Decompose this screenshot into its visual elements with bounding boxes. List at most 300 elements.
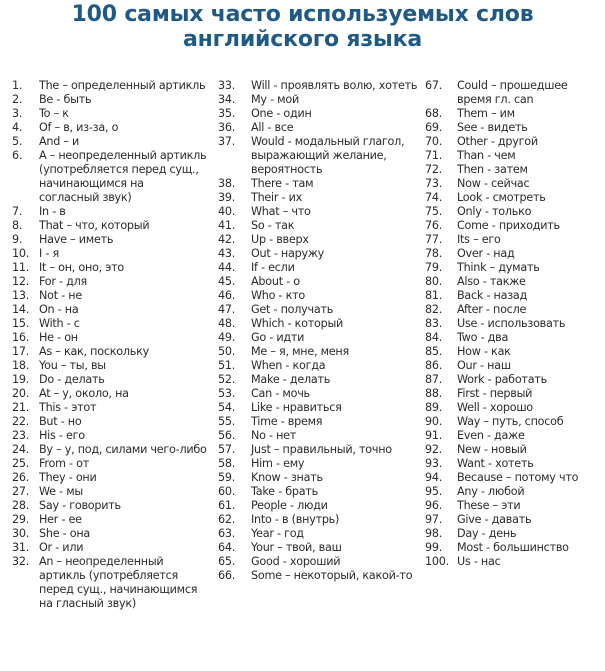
item-number: 61. [218,499,236,512]
item-number: 32. [12,555,30,568]
item-number: 49. [218,331,236,344]
word-list-item [425,79,605,107]
item-number: 66. [218,569,236,582]
item-number: 67. [425,79,443,92]
item-word-translation: Back - назад [457,289,528,302]
item-number: 77. [425,233,443,246]
item-word-translation: Most - большинство [457,541,569,554]
item-word-translation: Out - наружу [251,247,325,260]
word-list-item [218,471,418,485]
word-list-item [12,387,207,401]
item-number: 76. [425,219,443,232]
item-word-translation: Two - два [457,331,509,344]
word-list-item [218,247,418,261]
item-number: 79. [425,261,443,274]
item-word-translation: Time - время [251,415,323,428]
item-number: 41. [218,219,236,232]
item-number: 86. [425,359,443,372]
word-list-item [425,541,605,555]
word-list-item [218,135,418,177]
item-number: 23. [12,429,30,442]
item-word-translation: So - так [251,219,295,232]
item-number: 11. [12,261,30,274]
item-number: 57. [218,443,236,456]
item-number: 1. [12,79,23,92]
item-number: 88. [425,387,443,400]
word-list-column-1 [12,79,207,611]
item-word-translation: Which - который [251,317,344,330]
item-word-translation: About - о [251,275,300,288]
item-number: 96. [425,499,443,512]
item-number: 3. [12,107,23,120]
item-number: 39. [218,191,236,204]
item-word-translation: Because – потому что [457,471,579,484]
word-list-item [425,191,605,205]
item-word-translation: Now - сейчас [457,177,530,190]
word-list-item [425,261,605,275]
item-number: 92. [425,443,443,456]
word-list-item [218,317,418,331]
item-word-translation: New - новый [457,443,527,456]
item-word-translation: Make - делать [251,373,331,386]
item-number: 100. [425,555,449,568]
item-number: 97. [425,513,443,526]
item-word-translation: Any - любой [457,485,525,498]
word-list-item [218,555,418,569]
item-number: 69. [425,121,443,134]
item-word-translation: Look - смотреть [457,191,546,204]
item-word-translation: Would - модальный глагол, выражающий желание, вероятность [251,135,405,176]
word-list-item [425,415,605,429]
word-list-item [218,177,418,191]
item-number: 51. [218,359,236,372]
item-number: 54. [218,401,236,414]
item-number: 81. [425,289,443,302]
item-number: 93. [425,457,443,470]
item-number: 33. [218,79,236,92]
item-word-translation: Get - получать [251,303,334,316]
word-list-item [12,331,207,345]
item-number: 43. [218,247,236,260]
item-number: 83. [425,317,443,330]
word-list-item [218,107,418,121]
item-number: 60. [218,485,236,498]
item-word-translation: Up - вверх [251,233,309,246]
item-number: 64. [218,541,236,554]
word-list-item [218,191,418,205]
word-list-item [425,513,605,527]
item-word-translation: After - после [457,303,527,316]
word-list-item [12,289,207,303]
word-list-item [218,233,418,247]
item-number: 70. [425,135,443,148]
item-word-translation: How - как [457,345,511,358]
item-word-translation: This - этот [39,401,97,414]
item-word-translation: Use - использовать [457,317,566,330]
item-word-translation: At – у, около, на [39,387,129,400]
item-word-translation: Some – некоторый, какой-то [251,569,413,582]
item-number: 84. [425,331,443,344]
word-list-item [12,79,207,93]
item-number: 34. [218,93,236,106]
item-word-translation: On - на [39,303,79,316]
word-list-item [425,359,605,373]
word-list-item [425,555,605,569]
word-list-item [425,121,605,135]
word-list-item [425,443,605,457]
item-number: 5. [12,135,23,148]
item-number: 65. [218,555,236,568]
item-word-translation: For - для [39,275,87,288]
item-number: 91. [425,429,443,442]
item-word-translation: These – эти [457,499,521,512]
word-list-item [218,275,418,289]
word-list-item [425,485,605,499]
word-list-item [425,457,605,471]
item-word-translation: I - я [39,247,59,260]
word-list-item [425,149,605,163]
item-number: 19. [12,373,30,386]
word-list-item [218,387,418,401]
item-word-translation: We - мы [39,485,83,498]
word-list-item [425,177,605,191]
word-list-item [12,359,207,373]
item-word-translation: Know - знать [251,471,323,484]
word-list-item [12,471,207,485]
item-number: 56. [218,429,236,442]
item-number: 94. [425,471,443,484]
item-word-translation: Work - работать [457,373,547,386]
item-number: 87. [425,373,443,386]
word-list-item [12,261,207,275]
word-list-item [218,79,418,93]
item-number: 2. [12,93,23,106]
word-list-item [218,219,418,233]
item-number: 15. [12,317,30,330]
item-number: 24. [12,443,30,456]
item-number: 75. [425,205,443,218]
item-number: 42. [218,233,236,246]
item-number: 74. [425,191,443,204]
item-word-translation: Him - ему [251,457,305,470]
word-list-item [12,513,207,527]
word-list-item [425,219,605,233]
item-word-translation: Our - наш [457,359,511,372]
word-list-item [218,457,418,471]
word-list-item [218,527,418,541]
word-list-item [425,233,605,247]
item-word-translation: What – что [251,205,311,218]
item-word-translation: His - его [39,429,85,442]
item-number: 21. [12,401,30,414]
word-list-item [425,135,605,149]
word-list-item [12,317,207,331]
item-word-translation: Do - делать [39,373,105,386]
item-word-translation: Can - мочь [251,387,310,400]
item-number: 29. [12,513,30,526]
word-list-item [425,163,605,177]
item-number: 22. [12,415,30,428]
item-word-translation: If - если [251,261,295,274]
word-list-item [12,373,207,387]
item-word-translation: A – неопределенный артикль (употребляется перед сущ., начинающимся на согласный звук) [39,149,207,204]
item-word-translation: In - в [39,205,66,218]
word-list-item [218,415,418,429]
item-word-translation: Have – иметь [39,233,114,246]
item-word-translation: Come - приходить [457,219,560,232]
word-list-item [218,289,418,303]
item-word-translation: The – определенный артикль [39,79,206,92]
item-word-translation: Us - нас [457,555,501,568]
item-number: 13. [12,289,30,302]
item-word-translation: From - от [39,457,89,470]
item-word-translation: Only - только [457,205,532,218]
word-list-item [12,443,207,457]
item-word-translation: Think – думать [457,261,540,274]
item-word-translation: Give - давать [457,513,532,526]
page-title [0,2,605,52]
item-word-translation: Into - в (внутрь) [251,513,340,526]
item-number: 36. [218,121,236,134]
item-word-translation: Will - проявлять волю, хотеть [251,79,418,92]
item-number: 50. [218,345,236,358]
word-list-item [12,135,207,149]
item-word-translation: People - люди [251,499,328,512]
word-list-item [218,443,418,457]
item-number: 38. [218,177,236,190]
item-word-translation: They - они [39,471,97,484]
word-list-item [218,401,418,415]
item-number: 18. [12,359,30,372]
word-list-item [218,345,418,359]
item-word-translation: But - но [39,415,82,428]
item-number: 6. [12,149,23,162]
word-list-item [425,499,605,513]
item-number: 73. [425,177,443,190]
word-list-item [12,107,207,121]
item-word-translation: Your – твой, ваш [251,541,342,554]
item-number: 10. [12,247,30,260]
word-list-item [425,247,605,261]
word-list-item [12,303,207,317]
item-word-translation: Other - другой [457,135,538,148]
item-number: 27. [12,485,30,498]
item-number: 30. [12,527,30,540]
item-number: 99. [425,541,443,554]
word-list-item [218,569,418,583]
word-list-item [425,373,605,387]
item-word-translation: Its – его [457,233,501,246]
item-number: 53. [218,387,236,400]
item-word-translation: Way – путь, способ [457,415,564,428]
word-list-item [12,247,207,261]
word-list-item [425,429,605,443]
word-list-item [12,429,207,443]
word-list-item [425,317,605,331]
item-number: 20. [12,387,30,400]
title-line-1: 100 самых часто используемых слов [71,2,534,27]
item-number: 98. [425,527,443,540]
word-list-item [218,541,418,555]
item-number: 25. [12,457,30,470]
item-word-translation: Like - нравиться [251,401,342,414]
item-word-translation: An – неопределенный артикль (употребляется перед сущ., начинающимся на гласный звук) [39,555,198,610]
item-number: 4. [12,121,23,134]
word-list-item [425,387,605,401]
word-list-item [425,107,605,121]
item-word-translation: Their - их [251,191,303,204]
word-list-item [218,359,418,373]
item-word-translation: Than - чем [457,149,516,162]
item-word-translation: She - она [39,527,90,540]
item-number: 9. [12,233,23,246]
word-list-item [218,331,418,345]
word-list-item [12,233,207,247]
item-number: 35. [218,107,236,120]
word-list-item [12,345,207,359]
title-line-2: английского языка [182,27,423,52]
word-list-item [12,527,207,541]
word-list-item [425,289,605,303]
word-list-item [12,485,207,499]
word-list-item [218,373,418,387]
item-word-translation: First - первый [457,387,533,400]
item-number: 28. [12,499,30,512]
item-word-translation: Then - затем [457,163,528,176]
word-list-item [12,205,207,219]
item-word-translation: Be - быть [39,93,92,106]
item-number: 12. [12,275,30,288]
item-word-translation: As – как, поскольку [39,345,149,358]
word-list-item [12,457,207,471]
item-word-translation: Her - ее [39,513,82,526]
item-word-translation: You – ты, вы [39,359,106,372]
item-number: 47. [218,303,236,316]
item-number: 8. [12,219,23,232]
item-word-translation: Even - даже [457,429,525,442]
item-word-translation: No - нет [251,429,297,442]
word-list-item [218,121,418,135]
item-word-translation: Or - или [39,541,84,554]
word-list-item [12,415,207,429]
item-word-translation: It – он, оно, это [39,261,125,274]
word-list-item [218,93,418,107]
item-word-translation: Good - хороший [251,555,341,568]
word-list-column-3 [425,79,605,569]
item-word-translation: Could – прошедшее время гл. can [457,79,568,106]
item-word-translation: See - видеть [457,121,528,134]
item-word-translation: Who - кто [251,289,306,302]
item-word-translation: Not - не [39,289,82,302]
item-word-translation: Me – я, мне, меня [251,345,349,358]
word-list-item [425,331,605,345]
word-list-item [12,541,207,555]
item-number: 52. [218,373,236,386]
item-word-translation: Day - день [457,527,517,540]
item-word-translation: Go - идти [251,331,305,344]
word-list-item [12,499,207,513]
word-list-column-2 [218,79,418,583]
item-number: 82. [425,303,443,316]
word-list-item [218,485,418,499]
item-number: 45. [218,275,236,288]
item-number: 62. [218,513,236,526]
item-word-translation: With - с [39,317,80,330]
item-word-translation: One - один [251,107,312,120]
item-number: 85. [425,345,443,358]
item-number: 37. [218,135,236,148]
item-word-translation: My - мой [251,93,299,106]
word-list-item [425,401,605,415]
word-list-item [218,205,418,219]
item-word-translation: Also - также [457,275,526,288]
word-list-item [12,149,207,205]
item-word-translation: Well - хорошо [457,401,533,414]
item-number: 44. [218,261,236,274]
word-list-item [12,121,207,135]
word-list-item [12,275,207,289]
item-word-translation: All - все [251,121,294,134]
item-word-translation: Year - год [251,527,304,540]
item-word-translation: Want - хотеть [457,457,534,470]
item-word-translation: Say - говорить [39,499,121,512]
item-number: 95. [425,485,443,498]
item-number: 17. [12,345,30,358]
item-number: 68. [425,107,443,120]
item-word-translation: Of – в, из-за, о [39,121,119,134]
word-list-item [218,499,418,513]
item-number: 55. [218,415,236,428]
word-list-item [218,261,418,275]
item-word-translation: Over - над [457,247,515,260]
word-list-item [12,555,207,611]
word-list-item [218,303,418,317]
item-number: 58. [218,457,236,470]
word-list-item [425,275,605,289]
item-word-translation: There - там [251,177,314,190]
item-number: 78. [425,247,443,260]
item-number: 80. [425,275,443,288]
item-number: 16. [12,331,30,344]
item-number: 89. [425,401,443,414]
item-word-translation: To – к [39,107,69,120]
word-list-item [425,205,605,219]
item-number: 63. [218,527,236,540]
item-word-translation: By – у, под, силами чего-либо [39,443,207,456]
item-number: 46. [218,289,236,302]
item-number: 14. [12,303,30,316]
item-number: 72. [425,163,443,176]
item-word-translation: Just – правильный, точно [251,443,392,456]
item-number: 7. [12,205,23,218]
item-number: 40. [218,205,236,218]
word-list-item [218,429,418,443]
item-word-translation: When - когда [251,359,326,372]
item-number: 59. [218,471,236,484]
item-number: 90. [425,415,443,428]
item-word-translation: That – что, который [39,219,150,232]
word-list-item [425,345,605,359]
item-number: 26. [12,471,30,484]
item-number: 48. [218,317,236,330]
word-list-item [12,401,207,415]
item-word-translation: Them – им [457,107,515,120]
item-number: 31. [12,541,30,554]
word-list-item [425,527,605,541]
word-list-item [218,513,418,527]
word-list-item [425,471,605,485]
word-list-item [425,303,605,317]
